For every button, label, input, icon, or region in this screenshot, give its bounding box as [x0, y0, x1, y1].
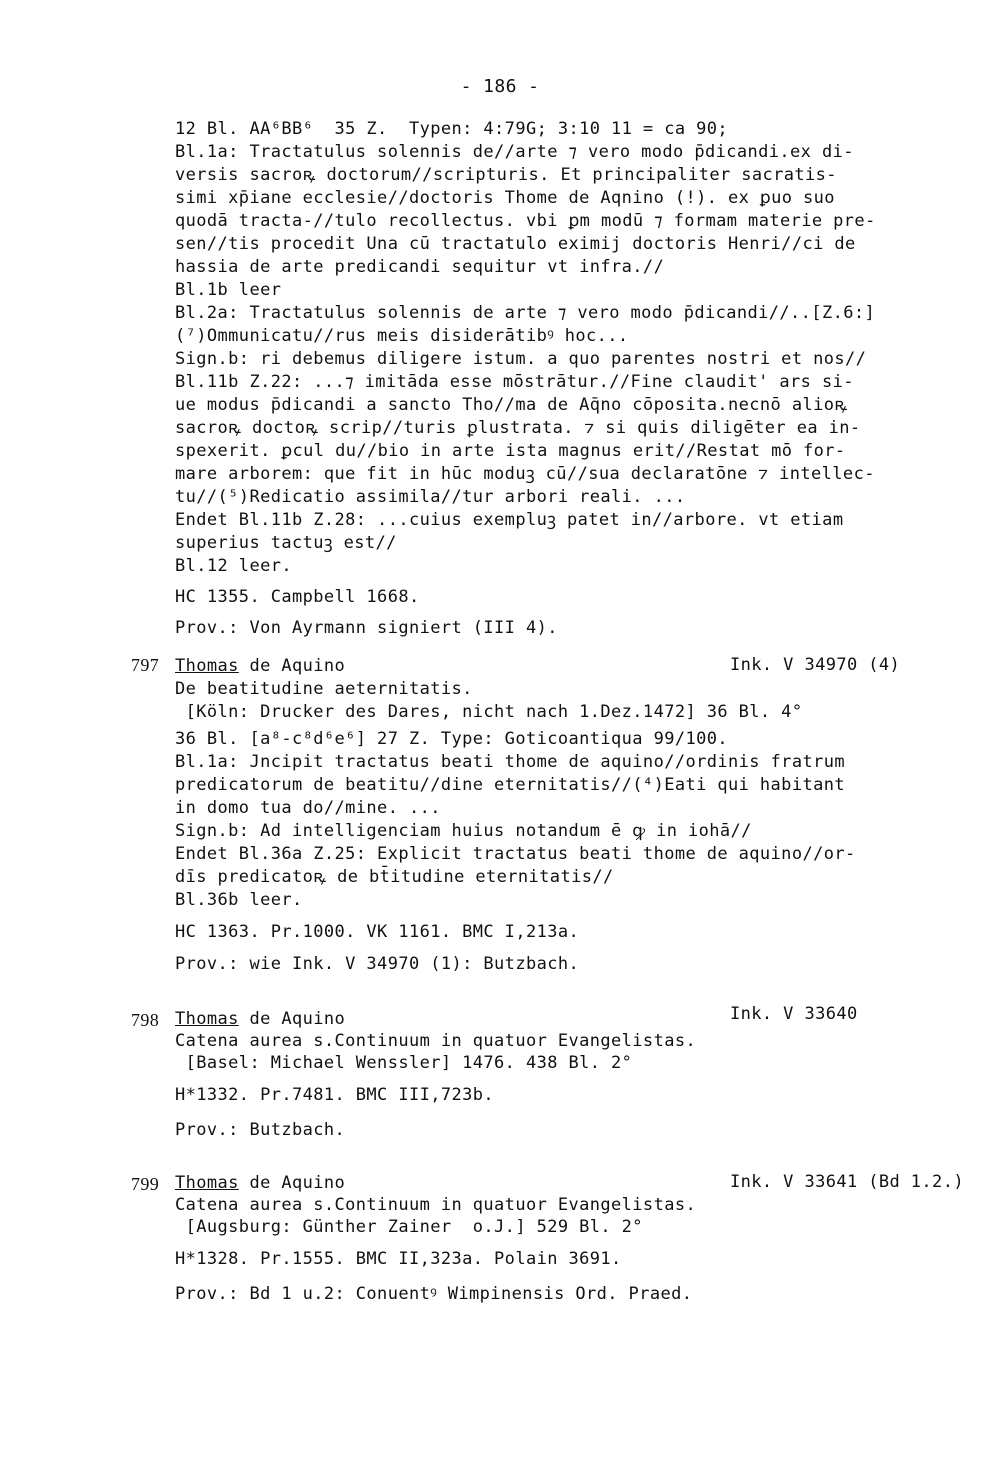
provenance: Prov.: wie Ink. V 34970 (1): Butzbach.: [175, 954, 580, 974]
text-line: Endet Bl.11b Z.28: ...cuius exempluꝫ patet in//arbore. vt etiam: [175, 510, 844, 530]
shelfmark: Ink. V 34970 (4): [730, 655, 901, 675]
entry-number: 797: [131, 655, 160, 675]
text-line: H*1328. Pr.1555. BMC II,323a. Polain 3691.: [175, 1249, 622, 1269]
text-line: (⁷)Ommunicatu//rus meis disiderātibꝰ hoc...: [175, 326, 629, 346]
text-line: 12 Bl. AA⁶BB⁶ 35 Z. Typen: 4:79G; 3:10 11 = ca 90;: [175, 119, 729, 139]
author-rest: de Aquino: [238, 1009, 346, 1029]
text-line: Bl.1b leer: [175, 280, 282, 300]
shelfmark: Ink. V 33640: [730, 1004, 858, 1024]
references: HC 1355. Campbell 1668.: [175, 587, 420, 607]
text-line: sacroꝶ doctoꝶ scrip//turis ꝑlustrata. ⁊ si quis diligēter ea in-: [175, 418, 861, 438]
text-line: versis sacroꝶ doctorum//scripturis. Et principaliter sacratis-: [175, 165, 837, 185]
text-line: Catena aurea s.Continuum in quatuor Evangelistas.: [175, 1195, 697, 1215]
text-line: superius tactuꝫ est//: [175, 533, 397, 553]
text-line: Endet Bl.36a Z.25: Explicit tractatus beati thome de aquino//or-: [175, 844, 856, 864]
author-line: [175, 1172, 345, 1194]
references: HC 1363. Pr.1000. VK 1161. BMC I,213a.: [175, 922, 580, 942]
author-line: [175, 655, 345, 677]
text-line: ue modus p̄dicandi a sancto Tho//ma de Aq̄no cōposita.necnō alioꝶ: [175, 395, 848, 415]
text-line: simi xp̄iane ecclesie//doctoris Thome de Aqnino (!). ex ꝑuo suo: [175, 188, 835, 208]
text-line: sen//tis procedit Una cū tractatulo eximij doctoris Henri//ci de: [175, 234, 856, 254]
text-line: Catena aurea s.Continuum in quatuor Evangelistas.: [175, 1031, 697, 1051]
provenance: Prov.: Bd 1 u.2: Conuentꝰ Wimpinensis Ord. Praed.: [175, 1284, 693, 1304]
text-line: quodā tracta-//tulo recollectus. vbi ꝑm modū ⁊ formam materie pre-: [175, 211, 876, 231]
author-surname: Thomas: [175, 656, 239, 676]
text-line: [Augsburg: Günther Zainer o.J.] 529 Bl. 2°: [175, 1217, 643, 1237]
text-line: hassia de arte predicandi sequitur vt infra.//: [175, 257, 665, 277]
text-line: tu//(⁵)Redicatio assimila//tur arbori reali. ...: [175, 487, 686, 507]
text-line: Bl.1a: Tractatulus solennis de//arte ⁊ vero modo p̄dicandi.ex di-: [175, 142, 854, 162]
shelfmark: Ink. V 33641 (Bd 1.2.): [730, 1172, 964, 1192]
text-line: dīs predicatoꝶ de bt̄itudine eternitatis//: [175, 867, 614, 887]
text-line: Bl.12 leer.: [175, 556, 292, 576]
author-surname: Thomas: [175, 1173, 239, 1193]
entry-number: 799: [131, 1174, 160, 1194]
text-line: mare arborem: que fit in hūc moduꝫ cū//sua declaratōne ⁊ intellec-: [175, 464, 875, 484]
author-rest: de Aquino: [238, 656, 346, 676]
author-rest: de Aquino: [238, 1173, 346, 1193]
provenance: Prov.: Von Ayrmann signiert (III 4).: [175, 618, 558, 638]
text-line: predicatorum de beatitu//dine eternitatis//(⁴)Eati qui habitant: [175, 775, 845, 795]
text-line: spexerit. ꝑcul du//bio in arte ista magnus erit//Restat mō for-: [175, 441, 846, 461]
page-number: - 186 -: [460, 76, 540, 97]
text-line: Bl.11b Z.22: ...⁊ imitāda esse mōstrātur.//Fine claudit' ars si-: [175, 372, 854, 392]
text-line: Bl.1a: Jncipit tractatus beati thome de aquino//ordinis fratrum: [175, 752, 845, 772]
author-surname: Thomas: [175, 1009, 239, 1029]
text-line: [Basel: Michael Wenssler] 1476. 438 Bl. 2°: [175, 1053, 633, 1073]
text-line: H*1332. Pr.7481. BMC III,723b.: [175, 1085, 495, 1105]
provenance: Prov.: Butzbach.: [175, 1120, 346, 1140]
text-line: Bl.36b leer.: [175, 890, 303, 910]
entry-number: 798: [131, 1010, 160, 1030]
text-line: Sign.b: Ad intelligenciam huius notandum ē ꝙ in iohā//: [175, 821, 752, 841]
text-line: [Köln: Drucker des Dares, nicht nach 1.Dez.1472] 36 Bl. 4°: [175, 702, 803, 722]
text-line: De beatitudine aeternitatis.: [175, 679, 473, 699]
text-line: Bl.2a: Tractatulus solennis de arte ⁊ vero modo p̄dicandi//..[Z.6:]: [175, 303, 876, 323]
text-line: in domo tua do//mine. ...: [175, 798, 441, 818]
text-line: 36 Bl. [a⁸-c⁸d⁶e⁶] 27 Z. Type: Goticoantiqua 99/100.: [175, 729, 729, 749]
text-line: Sign.b: ri debemus diligere istum. a quo parentes nostri et nos//: [175, 349, 867, 369]
author-line: [175, 1008, 345, 1030]
